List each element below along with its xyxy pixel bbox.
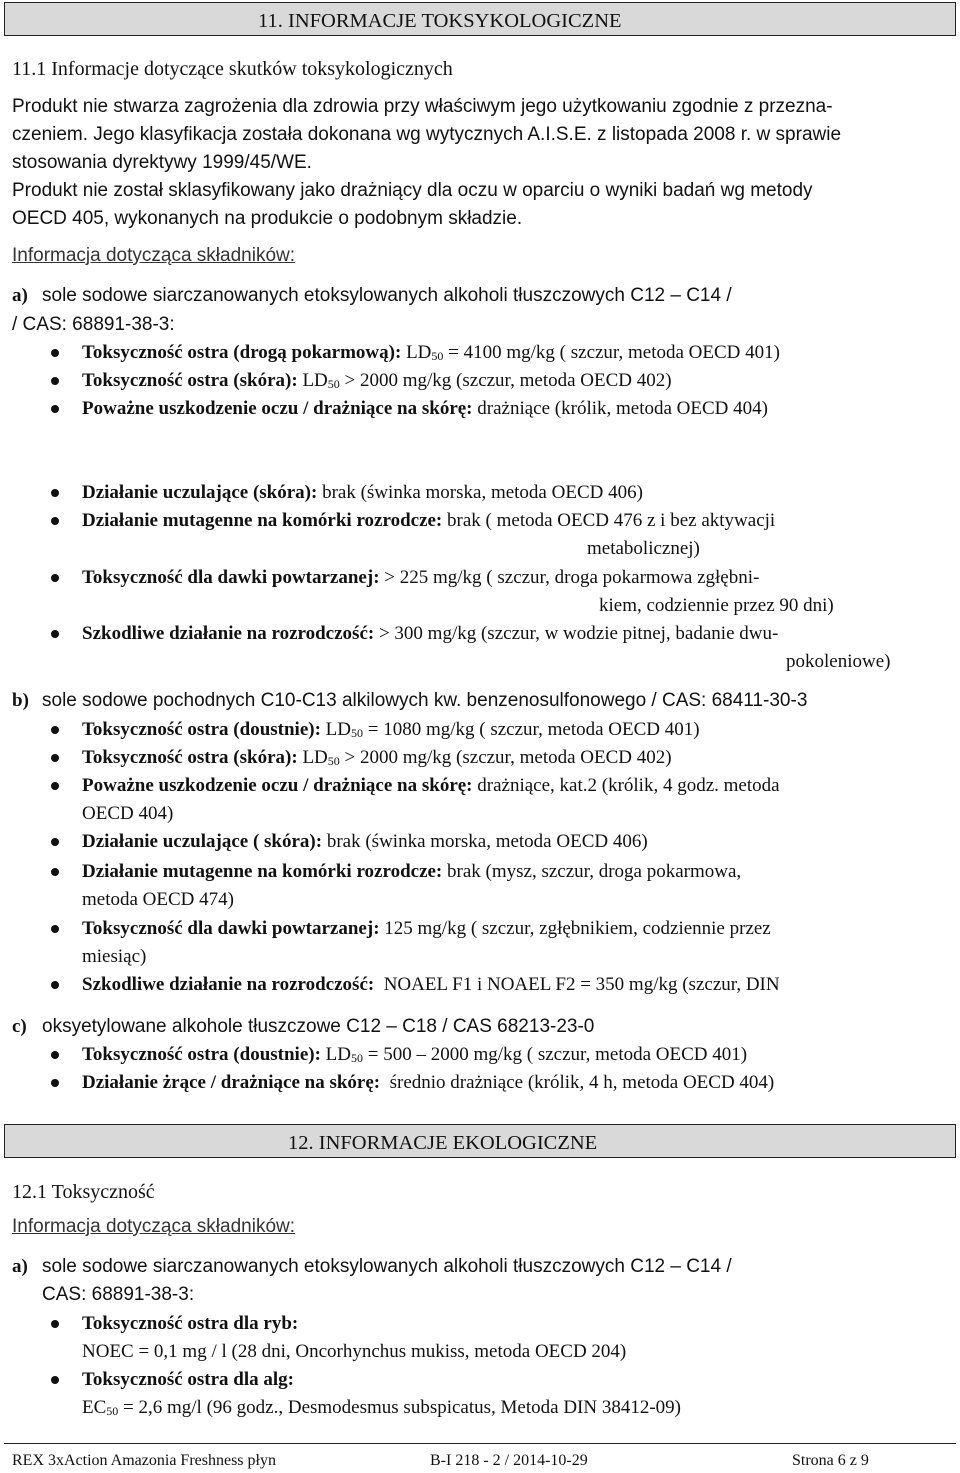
item-label: Toksyczność dla dawki powtarzanej:: [82, 567, 380, 588]
item-subscript: 50: [351, 726, 363, 740]
footer-page-number: Strona 6 z 9: [792, 1452, 869, 1469]
item-label: Toksyczność ostra (skóra):: [82, 747, 298, 768]
bullet-icon: [51, 782, 59, 790]
list-item-continuation: pokoleniowe): [786, 651, 891, 672]
list-item: [82, 919, 771, 938]
item-value: brak ( metoda OECD 476 z i bez aktywacji: [447, 510, 776, 531]
list-item: [82, 1314, 298, 1333]
eco-item-a-line1: sole sodowe siarczanowanych etoksylowanych alkoholi tłuszczowych C12 – C14 /: [42, 1256, 732, 1277]
item-label: Szkodliwe działanie na rozrodczość:: [82, 974, 375, 995]
item-value: brak (świnka morska, metoda OECD 406): [326, 831, 648, 852]
item-label: Toksyczność ostra (skóra):: [82, 370, 298, 391]
item-value: drażniące, kat.2 (królik, 4 godz. metoda: [477, 775, 780, 796]
list-item: [82, 1073, 774, 1092]
item-value: LD: [325, 1044, 351, 1065]
footer-doc-id: B-I 218 - 2 / 2014-10-29: [430, 1452, 588, 1469]
bullet-icon: [51, 981, 59, 989]
section-11-banner: [4, 2, 956, 36]
list-item: [82, 720, 700, 739]
list-item-continuation: metabolicznej): [587, 538, 700, 559]
bullet-icon: [51, 489, 59, 497]
list-item: [82, 511, 775, 530]
item-a-line2: / CAS: 68891-38-3:: [12, 314, 175, 335]
item-value-rest: > 2000 mg/kg (szczur, metoda OECD 402): [339, 370, 672, 391]
list-item: [82, 624, 778, 643]
item-label: Poważne uszkodzenie oczu / drażniące na skórę:: [82, 775, 473, 796]
item-label: Działanie uczulające (skóra):: [82, 482, 318, 503]
item-c-label: c): [12, 1016, 27, 1037]
item-value: LD: [302, 747, 328, 768]
list-item-continuation: miesiąc): [82, 946, 147, 967]
item-value: drażniące (królik, metoda OECD 404): [477, 398, 768, 419]
item-label: Toksyczność ostra (drogą pokarmową):: [82, 342, 402, 363]
item-value-rest: = 500 – 2000 mg/kg ( szczur, metoda OECD 401): [363, 1044, 748, 1065]
item-value: LD: [302, 370, 328, 391]
item-label: Działanie mutagenne na komórki rozrodcze:: [82, 510, 443, 531]
item-label: Toksyczność ostra (doustnie):: [82, 719, 321, 740]
item-value: brak (mysz, szczur, droga pokarmowa,: [447, 861, 742, 882]
bullet-icon: [51, 405, 59, 413]
paragraph-line: Produkt nie został sklasyfikowany jako drażniący dla oczu w oparciu o wyniki badań wg metody: [12, 180, 813, 201]
bullet-icon: [51, 868, 59, 876]
list-item-detail: NOEC = 0,1 mg / l (28 dni, Oncorhynchus mukiss, metoda OECD 204): [82, 1341, 627, 1362]
item-value: brak (świnka morska, metoda OECD 406): [322, 482, 643, 503]
list-item: [82, 776, 780, 795]
item-subscript: 50: [351, 1051, 363, 1065]
item-value-rest: = 4100 mg/kg ( szczur, metoda OECD 401): [443, 342, 780, 363]
item-label: Toksyczność ostra dla alg:: [82, 1369, 295, 1390]
item-b-line1: sole sodowe pochodnych C10-C13 alkilowych kw. benzenosulfonowego / CAS: 68411-30-3: [42, 690, 808, 711]
item-value: LD: [325, 719, 351, 740]
item-value: EC: [82, 1397, 107, 1418]
footer-product-name: REX 3xAction Amazonia Freshness płyn: [12, 1452, 276, 1469]
bullet-icon: [51, 574, 59, 582]
eco-item-a-label: a): [12, 1256, 28, 1277]
item-subscript: 50: [431, 349, 444, 363]
bullet-icon: [51, 754, 59, 762]
bullet-icon: [51, 377, 59, 385]
bullet-icon: [51, 517, 59, 525]
item-label: Szkodliwe działanie na rozrodczość:: [82, 623, 375, 644]
section-12-title: 12. INFORMACJE EKOLOGICZNE: [288, 1132, 598, 1154]
list-item: [82, 1045, 747, 1064]
item-label: Toksyczność ostra (doustnie):: [82, 1044, 321, 1065]
item-c-line1: oksyetylowane alkohole tłuszczowe C12 – C18 / CAS 68213-23-0: [42, 1016, 595, 1037]
item-value: NOAEL F1 i NOAEL F2 = 350 mg/kg (szczur, DIN: [383, 974, 780, 995]
item-b-label: b): [12, 690, 29, 711]
section-12-banner: [4, 1124, 956, 1158]
item-value: 125 mg/kg ( szczur, zgłębnikiem, codziennie przez: [384, 918, 771, 939]
footer-divider: [4, 1443, 956, 1444]
item-value: średnio drażniące (królik, 4 h, metoda OECD 404): [389, 1072, 775, 1093]
bullet-icon: [51, 1376, 59, 1384]
item-subscript: 50: [327, 377, 340, 391]
paragraph-line: czeniem. Jego klasyfikacja została dokonana wg wytycznych A.I.S.E. z listopada 2008 r. w sprawie: [12, 124, 842, 145]
list-item: [82, 748, 672, 767]
bullet-icon: [51, 630, 59, 638]
list-item: [82, 862, 741, 881]
bullet-icon: [51, 1320, 59, 1328]
bullet-icon: [51, 1079, 59, 1087]
list-item: [82, 568, 759, 587]
item-label: Poważne uszkodzenie oczu / drażniące na skórę:: [82, 398, 473, 419]
components-info-heading: Informacja dotycząca składników:: [12, 245, 296, 266]
subsection-12-1-heading: 12.1 Toksyczność: [12, 1181, 155, 1203]
paragraph-line: Produkt nie stwarza zagrożenia dla zdrowia przy właściwym jego użytkowaniu zgodnie z przezna-: [12, 96, 833, 117]
item-subscript: 50: [106, 1404, 119, 1418]
bullet-icon: [51, 838, 59, 846]
subsection-11-1-heading: 11.1 Informacje dotyczące skutków toksykologicznych: [12, 58, 453, 80]
list-item-continuation: kiem, codziennie przez 90 dni): [599, 595, 834, 616]
item-value: > 225 mg/kg ( szczur, droga pokarmowa zgłębni-: [384, 567, 760, 588]
item-a-label: a): [12, 285, 28, 306]
item-label: Działanie uczulające ( skóra):: [82, 831, 323, 852]
bullet-icon: [51, 349, 59, 357]
bullet-icon: [51, 726, 59, 734]
paragraph-line: OECD 405, wykonanych na produkcie o podobnym składzie.: [12, 208, 523, 229]
list-item-continuation: metoda OECD 474): [82, 889, 234, 910]
list-item: [82, 1370, 294, 1389]
item-label: Toksyczność dla dawki powtarzanej:: [82, 918, 380, 939]
list-item-continuation: OECD 404): [82, 803, 174, 824]
paragraph-line: stosowania dyrektywy 1999/45/WE.: [12, 152, 312, 173]
list-item: [82, 343, 780, 362]
item-value: > 300 mg/kg (szczur, w wodzie pitnej, badanie dwu-: [378, 623, 779, 644]
list-item: [82, 832, 648, 851]
item-a-line1: sole sodowe siarczanowanych etoksylowanych alkoholi tłuszczowych C12 – C14 /: [42, 285, 732, 306]
item-value-rest: = 2,6 mg/l (96 godz., Desmodesmus subspicatus, Metoda DIN 38412-09): [118, 1397, 681, 1418]
item-label: Działanie żrące / drażniące na skórę:: [82, 1072, 381, 1093]
item-label: Działanie mutagenne na komórki rozrodcze:: [82, 861, 443, 882]
item-value-rest: = 1080 mg/kg ( szczur, metoda OECD 401): [363, 719, 700, 740]
item-value-rest: > 2000 mg/kg (szczur, metoda OECD 402): [339, 747, 672, 768]
list-item: [82, 975, 780, 994]
bullet-icon: [51, 1051, 59, 1059]
item-label: Toksyczność ostra dla ryb:: [82, 1313, 299, 1334]
list-item: [82, 371, 672, 390]
item-value: LD: [406, 342, 432, 363]
item-subscript: 50: [327, 754, 340, 768]
list-item-detail: [82, 1398, 681, 1417]
eco-item-a-line2: CAS: 68891-38-3:: [42, 1284, 195, 1305]
section-11-title: 11. INFORMACJE TOKSYKOLOGICZNE: [258, 10, 622, 32]
list-item: [82, 399, 768, 418]
bullet-icon: [51, 925, 59, 933]
list-item: [82, 483, 643, 502]
components-info-heading: Informacja dotycząca składników:: [12, 1216, 296, 1237]
